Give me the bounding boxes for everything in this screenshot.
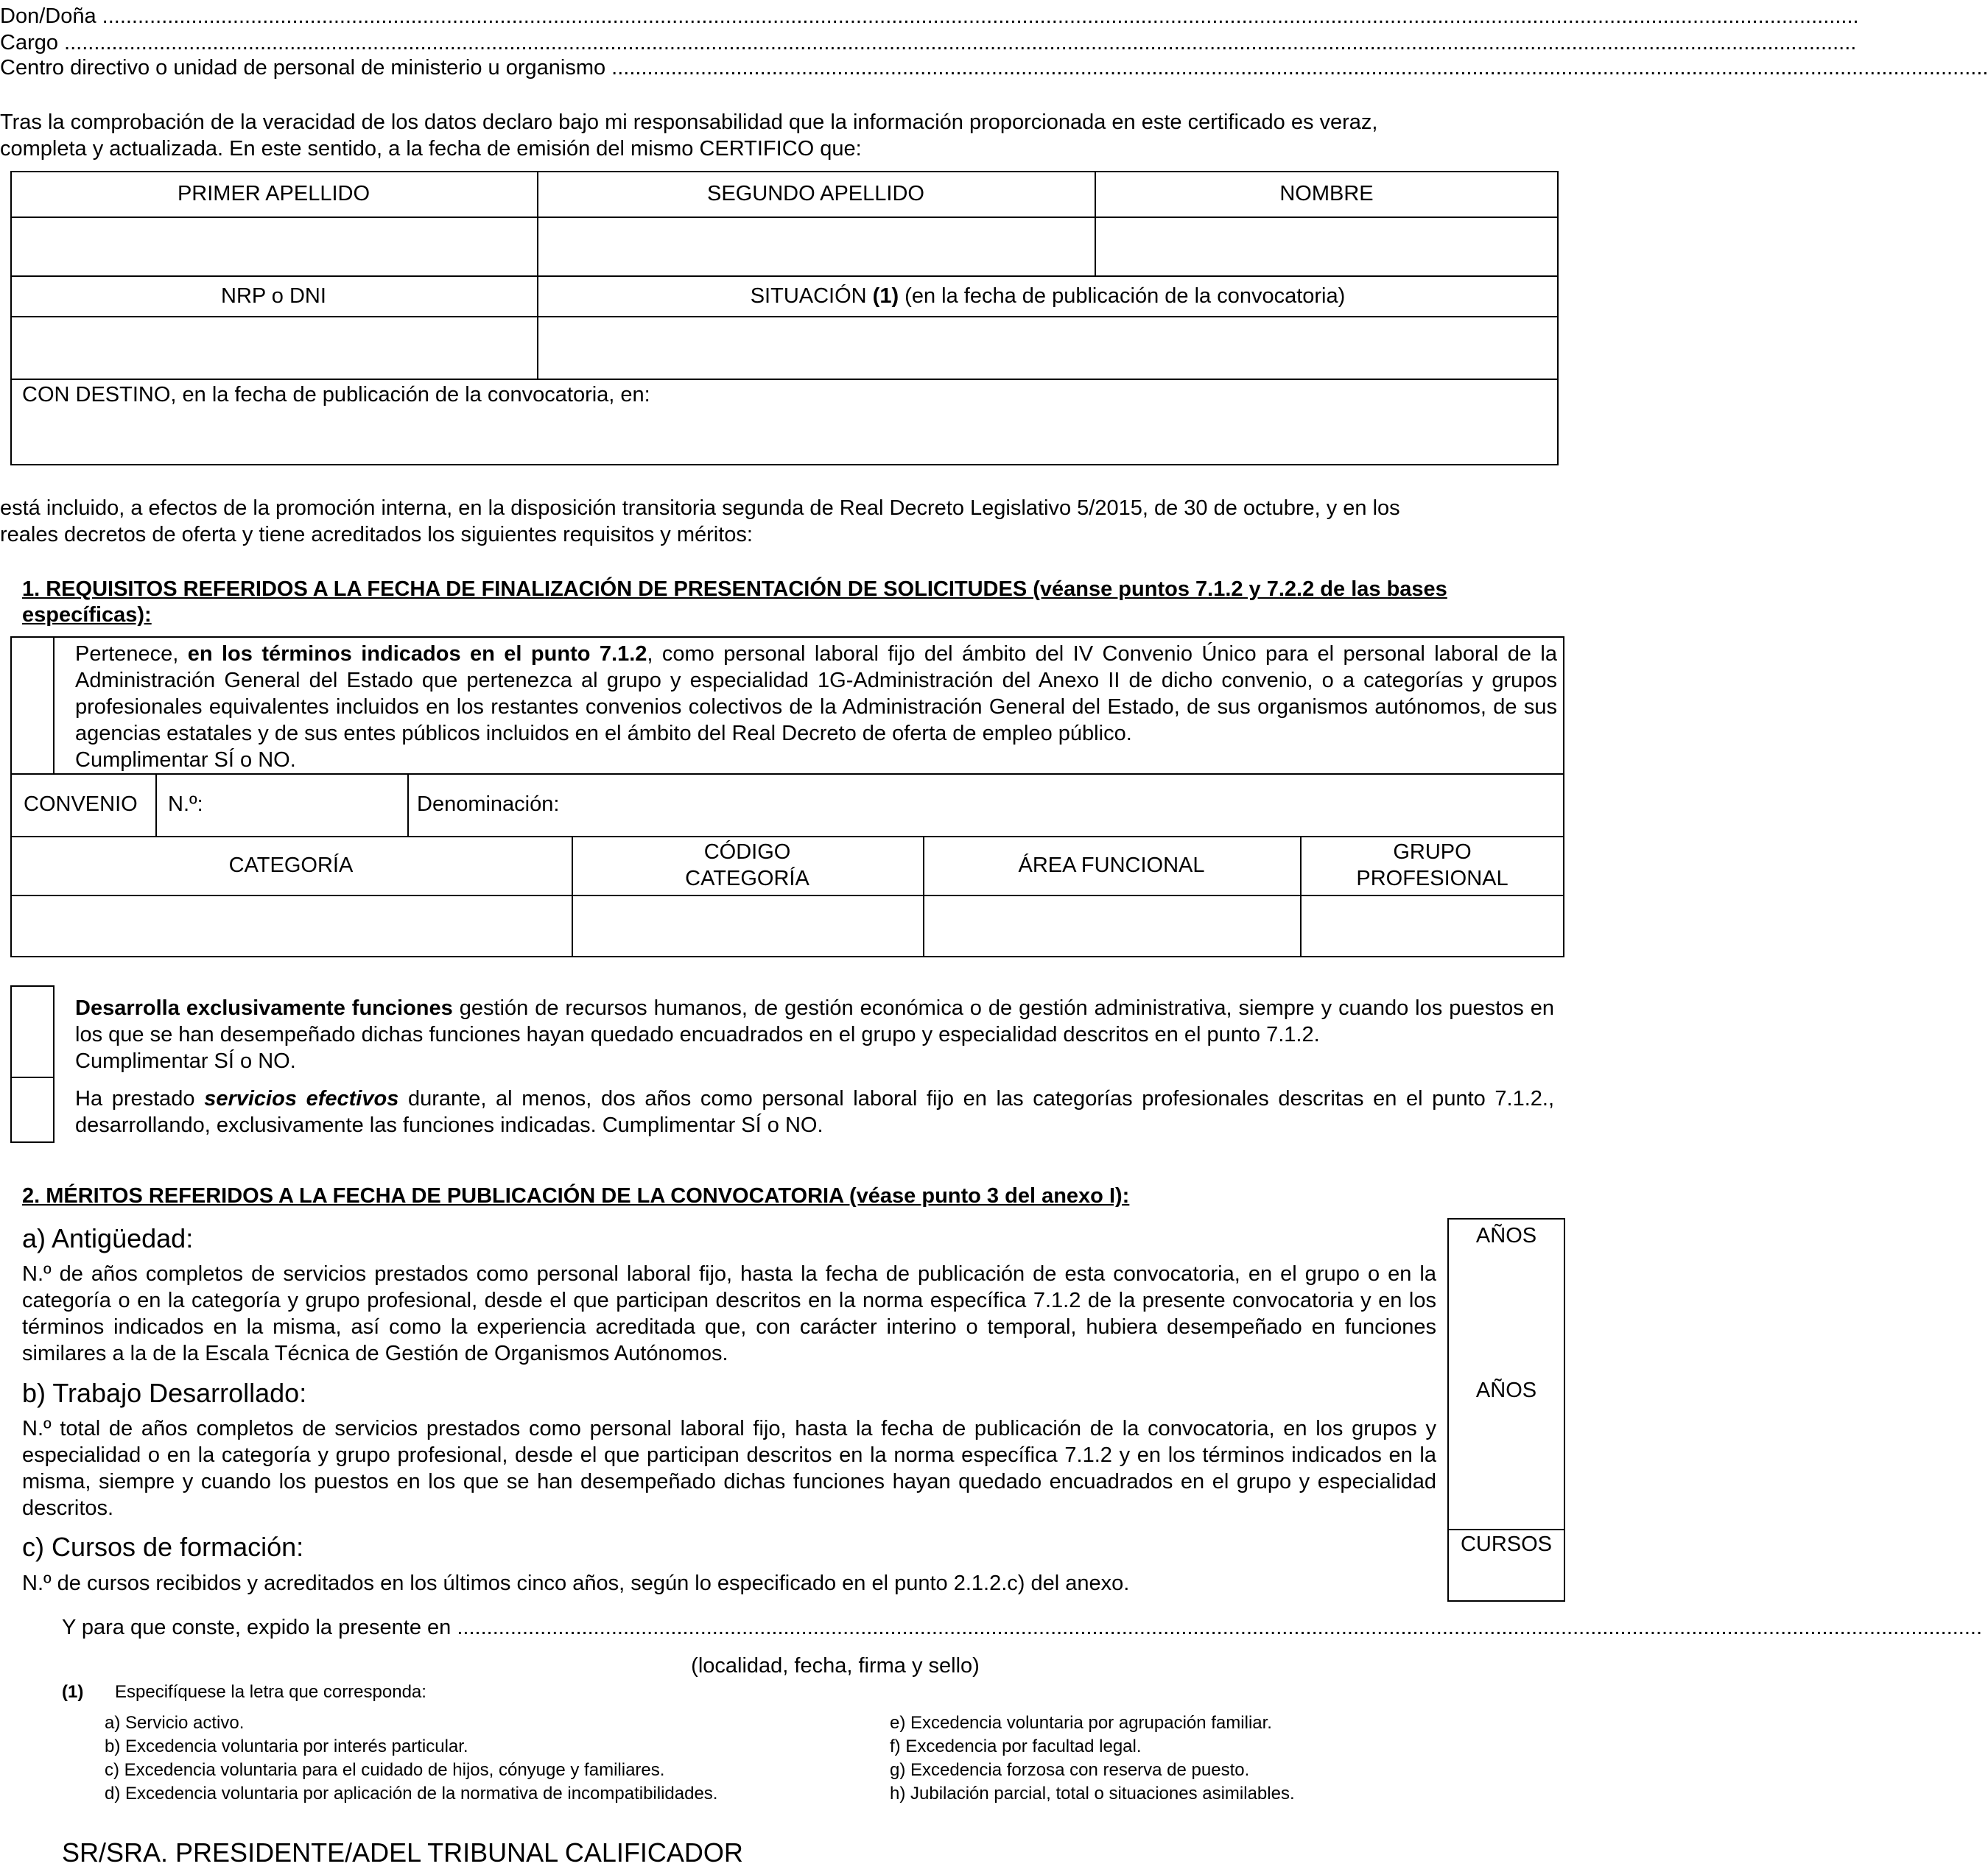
numero-label: N.º: xyxy=(168,792,203,816)
expido-label: Y para que conste, expido la presente en xyxy=(62,1616,452,1639)
col-codigo-categoria: CÓDIGO CATEGORÍA xyxy=(685,840,809,890)
addressee: SR/SRA. PRESIDENTE/ADEL TRIBUNAL CALIFICADOR xyxy=(62,1837,743,1868)
req1-text: Pertenece, en los términos indicados en el punto 7.1.2, como personal laboral fijo del ámbito del IV Convenio Único para el personal laboral de la Administración General del Estado que pertenezca al grupo y especialidad 1G-Administración del Anexo II de dicho convenio, o a categorías y grupos profesionales equivalentes incluidos en los restantes convenios colectivos de la Administración General del Estado, de sus organismos autónomos, de sus agencias estatales y de sus entes públicos incluidos en el ámbito del Real Decreto de oferta de empleo público. Cumplimentar SÍ o NO. xyxy=(75,642,1557,772)
denominacion-field[interactable] xyxy=(575,776,1562,834)
destino-cell[interactable] xyxy=(12,409,1557,464)
antiguedad-years-field[interactable] xyxy=(1449,1252,1564,1370)
centro-line[interactable]: Centro directivo o unidad de personal de ministerio u organismo ........................................................................................................................................................................................................................................ xyxy=(0,56,1988,80)
trabajo-unit: AÑOS xyxy=(1475,1379,1537,1402)
cursos-count-field[interactable] xyxy=(1449,1560,1564,1600)
footnote-item-f: f) Excedencia por facultad legal. xyxy=(890,1736,1142,1756)
footnote-item-b: b) Excedencia voluntaria por interés particular. xyxy=(105,1736,468,1756)
numero-field[interactable] xyxy=(208,776,405,834)
expido-line[interactable]: Y para que conste, expido la presente en ................................................................................................................................................................................................................................................................. xyxy=(62,1616,1983,1639)
included-line-2: reales decretos de oferta y tiene acreditados los siguientes requisitos y méritos: xyxy=(0,523,753,546)
don-label: Don/Doña xyxy=(0,4,96,28)
convenio-label: CONVENIO xyxy=(24,792,138,816)
centro-label: Centro directivo o unidad de personal de ministerio u organismo xyxy=(0,56,606,80)
section1-title-2: específicas): xyxy=(22,603,152,627)
included-line-1: está incluido, a efectos de la promoción interna, en la disposición transitoria segunda de Real Decreto Legislativo 5/2015, de 30 de octubre, y en los xyxy=(0,496,1400,520)
req1-checkbox[interactable] xyxy=(12,638,52,772)
section2-title: 2. MÉRITOS REFERIDOS A LA FECHA DE PUBLICACIÓN DE LA CONVOCATORIA (véase punto 3 del anexo I): xyxy=(22,1184,1130,1208)
cursos-text: N.º de cursos recibidos y acreditados en los últimos cinco años, según lo especificado en el punto 2.1.2.c) del anexo. xyxy=(22,1572,1130,1595)
antiguedad-unit: AÑOS xyxy=(1475,1224,1537,1248)
footnote-item-h: h) Jubilación parcial, total o situaciones asimilables. xyxy=(890,1784,1295,1804)
intro-line-1: Tras la comprobación de la veracidad de los datos declaro bajo mi responsabilidad que la información proporcionada en este certificado es veraz, xyxy=(0,110,1378,134)
area-funcional-cell[interactable] xyxy=(924,896,1299,956)
trabajo-text: N.º total de años completos de servicios prestados como personal laboral fijo, hasta la fecha de publicación de la convocatoria, en los grupos y especialidad o en la categoría y grupo profesional, desde el que participan descritos en la norma específica 7.1.2 y en los términos indicados en la misma, siempre y cuando los puestos en los que se han desempeñado dichas funciones hayan quedado encuadrados en el grupo y especialidad descritos. xyxy=(22,1417,1436,1520)
footnote-item-c: c) Excedencia voluntaria para el cuidado de hijos, cónyuge y familiares. xyxy=(105,1760,665,1780)
antiguedad-title: a) Antigüedad: xyxy=(22,1223,194,1253)
col-situacion: SITUACIÓN (1) (en la fecha de publicación de la convocatoria) xyxy=(750,284,1346,308)
footnote-item-a: a) Servicio activo. xyxy=(105,1713,245,1733)
req2-checkbox[interactable] xyxy=(12,987,53,1075)
trabajo-years-field[interactable] xyxy=(1449,1407,1564,1524)
cursos-title: c) Cursos de formación: xyxy=(22,1532,304,1562)
col-nrp-dni: NRP o DNI xyxy=(221,284,326,308)
col-categoria: CATEGORÍA xyxy=(228,854,354,877)
col-primer-apellido: PRIMER APELLIDO xyxy=(177,182,370,205)
segundo-apellido-cell[interactable] xyxy=(538,218,1093,274)
nombre-cell[interactable] xyxy=(1096,218,1557,274)
cursos-unit: CURSOS xyxy=(1460,1533,1553,1556)
categoria-cell[interactable] xyxy=(12,896,570,956)
don-line[interactable]: Don/Doña ........................................................................................................................................................................................................................................................................................................ xyxy=(0,4,1859,28)
col-nombre: NOMBRE xyxy=(1279,182,1374,205)
antiguedad-text: N.º de años completos de servicios prestados como personal laboral fijo, hasta la fecha de publicación de esta convocatoria, en el grupo o en la categoría o en la categoría y grupo profesional, desde el que participan descritos en la norma específica 7.1.2 de la presente convocatoria y en los términos indicados en la misma, así como la experiencia acreditada que, con carácter interino o temporal, hubiera desempeñado en funciones similares a la de la Escala Técnica de Gestión de Organismos Autónomos. xyxy=(22,1262,1436,1365)
denominacion-label: Denominación: xyxy=(417,792,560,816)
intro-line-2: completa y actualizada. En este sentido, a la fecha de emisión del mismo CERTIFICO que: xyxy=(0,137,862,161)
col-grupo-profesional: GRUPO PROFESIONAL xyxy=(1356,840,1508,890)
cargo-label: Cargo xyxy=(0,31,58,54)
req3-checkbox[interactable] xyxy=(12,1078,53,1141)
situacion-ref: (1) xyxy=(872,284,899,308)
footnote-item-d: d) Excedencia voluntaria por aplicación de la normativa de incompatibilidades. xyxy=(105,1784,718,1804)
footnote-item-e: e) Excedencia voluntaria por agrupación familiar. xyxy=(890,1713,1272,1733)
codigo-categoria-cell[interactable] xyxy=(573,896,921,956)
col-segundo-apellido: SEGUNDO APELLIDO xyxy=(707,182,924,205)
localidad-caption: (localidad, fecha, firma y sello) xyxy=(691,1654,980,1678)
destino-label: CON DESTINO, en la fecha de publicación de la convocatoria, en: xyxy=(22,383,650,407)
req3-text: Ha prestado servicios efectivos durante, al menos, dos años como personal laboral fijo en las categorías profesionales descritas en el punto 7.1.2., desarrollando, exclusivamente las funciones indicadas. Cumplimentar SÍ o NO. xyxy=(75,1087,1555,1137)
section1-title-1: 1. REQUISITOS REFERIDOS A LA FECHA DE FINALIZACIÓN DE PRESENTACIÓN DE SOLICITUDES (véanse puntos 7.1.2 y 7.2.2 de las bases xyxy=(22,577,1447,601)
req2-text: Desarrolla exclusivamente funciones gestión de recursos humanos, de gestión económica o de gestión administrativa, siempre y cuando los puestos en los que se han desempeñado dichas funciones hayan quedado encuadrados en el grupo y especialidad descritos en el punto 7.1.2. Cumplimentar SÍ o NO. xyxy=(75,996,1554,1073)
primer-apellido-cell[interactable] xyxy=(12,218,535,274)
situacion-cell[interactable] xyxy=(538,317,1557,377)
footnote-ref: (1) xyxy=(62,1682,84,1702)
grupo-profesional-cell[interactable] xyxy=(1302,896,1563,956)
cargo-line[interactable]: Cargo .............................................................................................................................................................................................................................................................................................................. xyxy=(0,31,1857,54)
footnote-item-g: g) Excedencia forzosa con reserva de puesto. xyxy=(890,1760,1250,1780)
nrp-cell[interactable] xyxy=(12,317,535,377)
trabajo-title: b) Trabajo Desarrollado: xyxy=(22,1378,307,1408)
col-area-funcional: ÁREA FUNCIONAL xyxy=(1018,854,1205,877)
footnote-intro: Especifíquese la letra que corresponda: xyxy=(115,1682,426,1702)
